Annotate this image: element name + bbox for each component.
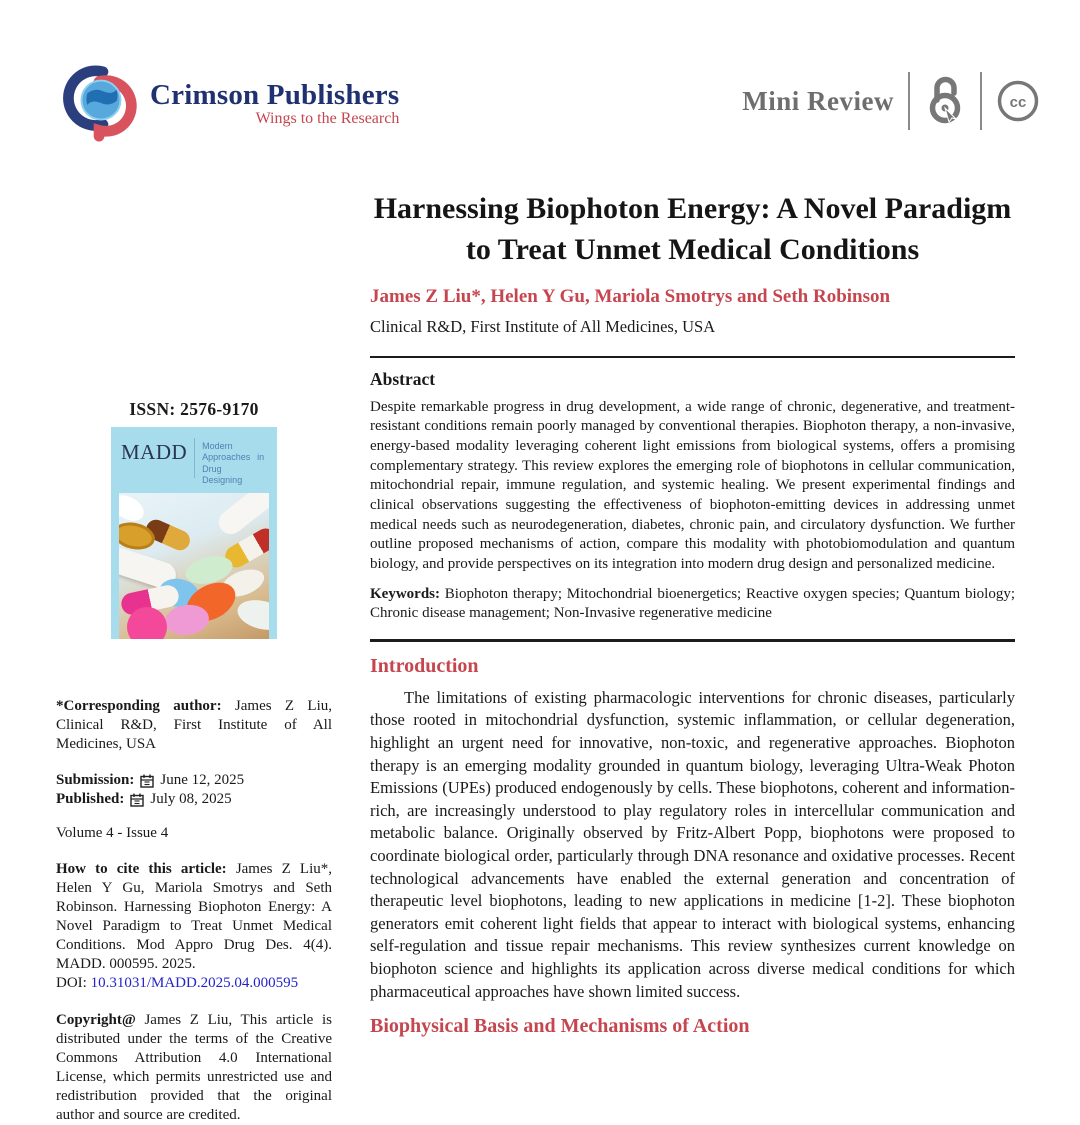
affiliation: Clinical R&D, First Institute of All Medicines, USA <box>370 316 716 336</box>
abstract-heading: Abstract <box>370 368 436 389</box>
how-to-cite <box>56 860 332 974</box>
published-date: July 08, 2025 <box>150 791 232 808</box>
keywords <box>370 585 1015 624</box>
corresponding-author-text: James Z Liu, Clinical R&D, First Institute of All Medicines, USA <box>56 698 332 753</box>
doi-link[interactable]: 10.31031/MADD.2025.04.000595 <box>90 974 299 991</box>
author-list: James Z Liu*, Helen Y Gu, Mariola Smotrys and Seth Robinson <box>370 285 891 307</box>
divider <box>980 72 982 130</box>
issn-label: ISSN: 2576-9170 <box>129 399 259 419</box>
published-label: Published: <box>56 791 125 808</box>
keywords-label: Keywords: <box>370 585 445 602</box>
publisher-tagline: Wings to the Research <box>255 109 400 127</box>
journal-cover <box>111 427 277 639</box>
open-access-icon <box>924 75 966 127</box>
calendar-icon <box>130 793 144 807</box>
journal-abbreviation: MADD <box>121 440 188 465</box>
submission-date-row <box>56 771 332 790</box>
article-title-line2: to Treat Unmet Medical Conditions <box>465 233 920 267</box>
article-type-badges <box>742 72 1040 130</box>
article-type-label: Mini Review <box>742 85 894 116</box>
divider <box>370 639 1015 642</box>
publisher-logo <box>62 64 399 142</box>
divider <box>370 356 1015 358</box>
abstract-text: Despite remarkable progress in drug development, a wide range of chronic, degenerative, and treatment-resistant conditions remain poorly managed by conventional therapies. Biophoton therapy, a non-invasive, energy-based modality leveraging coherent light emissions from biological systems, offers a promising complementary strategy. This review explores the emerging role of biophotons in cellular communication, mitochondrial repair, immune regulation, and systemic healing. We present experimental findings and clinical observations suggesting the effectiveness of biophoton-emitting devices in addressing unmet medical needs such as neurodegeneration, diabetes, chronic pain, and circulatory dysfunction. We further outline proposed mechanisms of action, compare this modality with photobiomodulation and quantum biology, and provide perspectives on its integration into modern drug design and personalized medicine. <box>370 398 1015 572</box>
published-date-row <box>56 790 332 809</box>
introduction-heading: Introduction <box>370 654 479 677</box>
creative-commons-icon <box>996 79 1040 123</box>
page-header <box>0 0 1080 160</box>
doi-row <box>56 974 332 993</box>
pills-photo <box>119 493 269 639</box>
crimson-publishers-logo-icon <box>62 64 140 142</box>
copyright-text: James Z Liu, This article is distributed under the terms of the Creative Commons Attribution 4.0 International License, which permits unrestricted use and redistribution provided that the original author and source are credited. <box>56 1011 332 1124</box>
volume-issue: Volume 4 - Issue 4 <box>56 825 169 842</box>
submission-date: June 12, 2025 <box>160 772 245 789</box>
publisher-name: Crimson Publishers <box>150 78 400 111</box>
how-to-cite-label: How to cite this article: <box>56 860 236 877</box>
citation-text: James Z Liu*, Helen Y Gu, Mariola Smotrys and Seth Robinson. Harnessing Biophoton Energy: A Novel Paradigm to Treat Unmet Medical Conditions. Mod Appro Drug Des. 4(4). MADD. 000595. 2025. <box>56 860 332 972</box>
submission-label: Submission: <box>56 772 135 789</box>
calendar-icon <box>140 774 154 788</box>
article-title <box>370 188 1015 271</box>
copyright-label: Copyright@ <box>56 1011 145 1028</box>
copyright-notice <box>56 1011 332 1125</box>
article-body <box>370 188 1015 1038</box>
corresponding-author <box>56 697 332 754</box>
article-title-line1: Harnessing Biophoton Energy: A Novel Paradigm <box>373 192 1012 225</box>
biophysical-basis-heading: Biophysical Basis and Mechanisms of Action <box>370 1015 750 1038</box>
corresponding-author-label: *Corresponding author: <box>56 698 235 715</box>
introduction-text: The limitations of existing pharmacologic interventions for chronic diseases, particularly those rooted in mitochondrial dysfunction, systemic inflammation, or cellular degeneration, highlight an urgent need for innovative, non-toxic, and regenerative approaches. Biophoton therapy is an emerging modality grounded in quantum biology, leveraging Ultra-Weak Photon Emissions (UPEs) produced endogenously by cells. These biophotons, coherent and information-rich, are increasingly understood to play regulatory roles in intercellular communication and metabolic balance. Originally observed by Fritz-Albert Popp, biophotons were proposed to coordinate biological order, particularly through DNA resonance and oxidative processes. Recent technological advancements have enabled the external generation and concentration of therapeutic level biophotons, leading to new applications in medicine [1-2]. These biophoton generators emit coherent light fields that appear to interact with biological systems, enhancing self-regulation and tissue repair mechanisms. This review synthesizes current knowledge on biophoton science and highlights its application across diverse medical conditions for which pharmaceutical approaches have shown limited success. <box>370 687 1015 1001</box>
divider <box>908 72 910 130</box>
svg-text:cc: cc <box>1009 94 1027 111</box>
divider <box>194 438 195 478</box>
keywords-text: Biophoton therapy; Mitochondrial bioenergetics; Reactive oxygen species; Quantum biology; Chronic disease management; Non-Invasive regenerative medicine <box>370 585 1015 622</box>
journal-name: Modern Approaches in Drug Designing <box>202 441 265 485</box>
doi-label: DOI: <box>56 974 91 991</box>
article-info-sidebar <box>56 398 332 1125</box>
